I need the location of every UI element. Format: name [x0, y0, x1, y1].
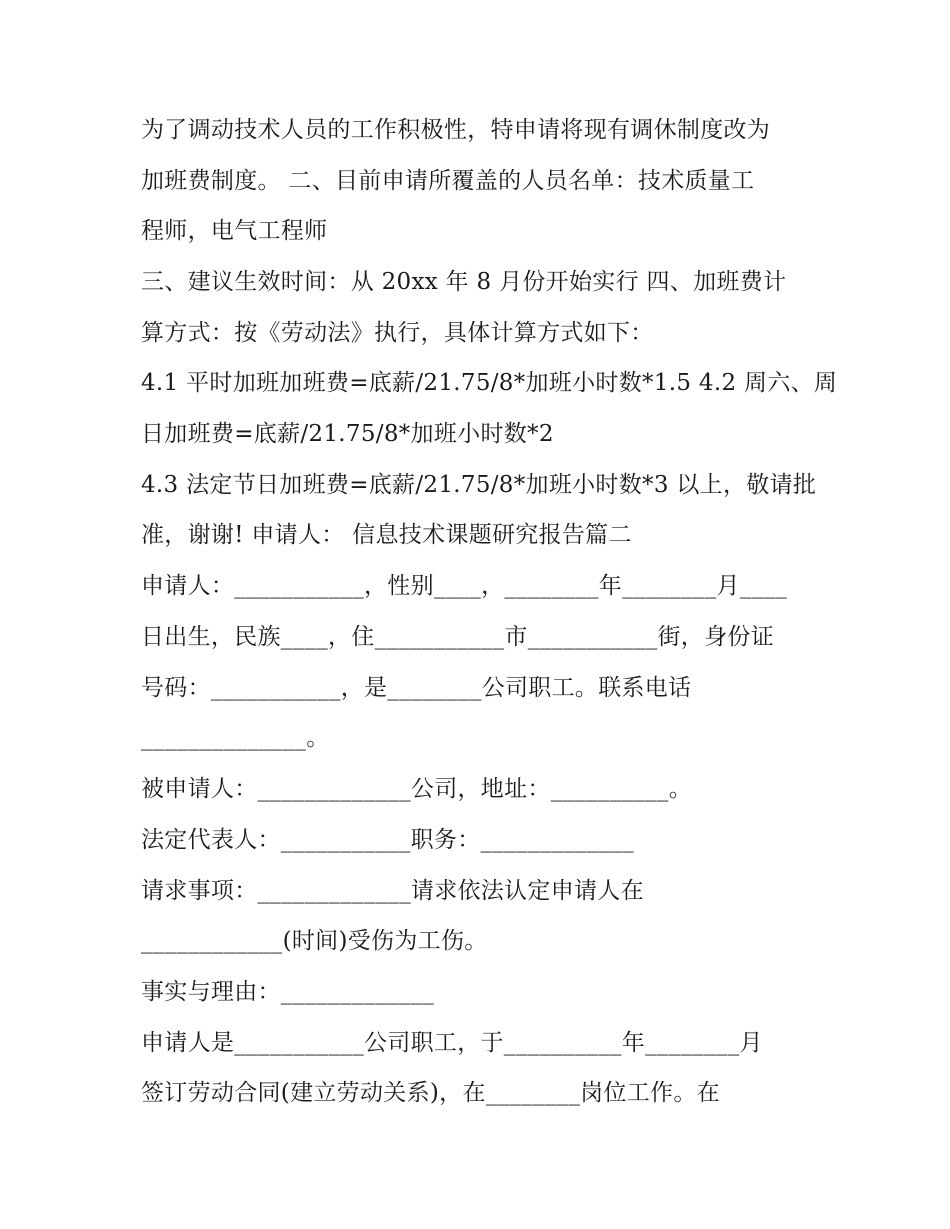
text-line: 请求事项：_____________请求依法认定申请人在 — [141, 878, 644, 904]
text-line: 日加班费=底薪/21.75/8*加班小时数*2 — [141, 421, 554, 447]
text-line: 加班费制度。 二、目前申请所覆盖的人员名单：技术质量工 — [141, 168, 755, 194]
text-line: ______________。 — [141, 725, 330, 751]
text-line: 号码：___________，是________公司职工。联系电话 — [141, 675, 692, 701]
text-line: 为了调动技术人员的工作积极性，特申请将现有调休制度改为 — [141, 117, 771, 143]
text-line: 程师，电气工程师 — [141, 218, 328, 244]
text-line: 日出生，民族____，住___________市___________街，身份证 — [141, 624, 774, 650]
text-line: 准，谢谢! 申请人： 信息技术课题研究报告篇二 — [141, 522, 632, 548]
text-line: 申请人是___________公司职工，于__________年________月 — [141, 1030, 763, 1056]
text-line: 申请人：___________，性别____，________年________月____ — [141, 573, 787, 599]
text-line: ____________(时间)受伤为工伤。 — [141, 928, 488, 954]
text-line: 事实与理由：_____________ — [141, 979, 435, 1005]
text-line: 4.3 法定节日加班费=底薪/21.75/8*加班小时数*3 以上，敬请批 — [141, 472, 817, 498]
text-line: 法定代表人：___________职务：_____________ — [141, 827, 634, 853]
text-line: 4.1 平时加班加班费=底薪/21.75/8*加班小时数*1.5 4.2 周六、周 — [141, 370, 838, 396]
text-line: 算方式：按《劳动法》执行，具体计算方式如下： — [141, 320, 654, 346]
text-line: 被申请人：_____________公司，地址：__________。 — [141, 776, 692, 802]
text-line: 三、建议生效时间：从 20xx 年 8 月份开始实行 四、加班费计 — [141, 269, 787, 295]
text-line: 签订劳动合同(建立劳动关系)，在________岗位工作。在 — [141, 1080, 720, 1106]
